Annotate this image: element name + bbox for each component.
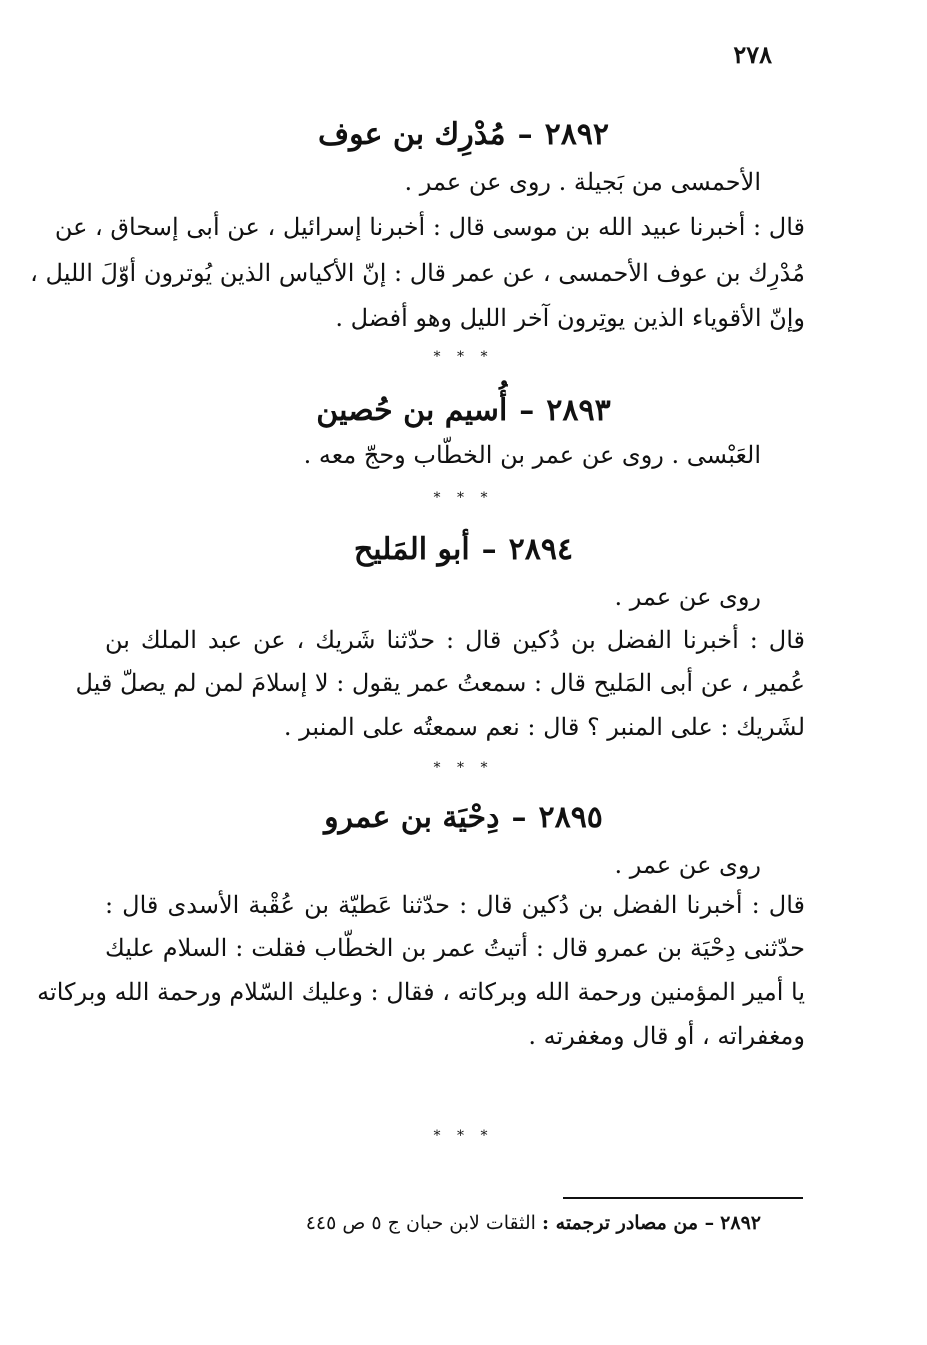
section-separator: * * * [433, 1128, 494, 1144]
entry-name: أبو المَليح [353, 532, 470, 567]
section-separator: * * * [433, 760, 494, 776]
footnote-label: – من مصادر ترجمته : [542, 1212, 715, 1234]
entry-text-line: يا أمير المؤمنين ورحمة الله وبركاته ، فقال : وعليك السّلام ورحمة الله وبركاته [37, 978, 805, 1006]
entry-text-line: وإنّ الأقوياء الذين يوتِرون آخر الليل وهو أفضل . [335, 304, 805, 332]
entry-name: مُدْرِك بن عوف [317, 117, 506, 152]
entry-number: ٢٨٩٢ [544, 117, 610, 152]
entry-number: ٢٨٩٤ [508, 532, 574, 567]
entry-name: أُسيم بن حُصين [316, 393, 508, 428]
entry-title-2892: ٢٨٩٢–مُدْرِك بن عوف [317, 117, 610, 152]
footnote [306, 1212, 761, 1234]
entry-number: ٢٨٩٣ [546, 393, 611, 428]
entry-text-line: مُدْرِك بن عوف الأحمسى ، عن عمر قال : إنّ الأكياس الذين يُوترون أوّلَ الليل ، [30, 259, 805, 287]
entry-text-line: حدّثنى دِحْيَة بن عمرو قال : أتيتُ عمر بن الخطّاب فقلت : السلام عليك [105, 934, 806, 962]
entry-title-2895: ٢٨٩٥–دِحْيَة بن عمرو [324, 800, 603, 835]
section-separator: * * * [433, 349, 494, 365]
entry-text-line: قال : أخبرنا عبيد الله بن موسى قال : أخبرنا إسرائيل ، عن أبى إسحاق ، عن [54, 213, 805, 241]
entry-text-line: العَبْسى . روى عن عمر بن الخطّاب وحجّ معه . [303, 441, 761, 469]
entry-text-line: ومغفراته ، أو قال ومغفرته . [528, 1022, 805, 1050]
entry-title-2893: ٢٨٩٣–أُسيم بن حُصين [316, 393, 611, 428]
entry-title-2894: ٢٨٩٤–أبو المَليح [353, 532, 574, 567]
entry-text-line: روى عن عمر . [614, 583, 761, 611]
entry-text-line: قال : أخبرنا الفضل بن دُكين قال : حدّثنا عَطيّة بن عُقْبة الأسدى قال : [105, 891, 805, 919]
footnote-divider [563, 1197, 803, 1199]
entry-text-line: لشَريك : على المنبر ؟ قال : نعم سمعتُه على المنبر . [283, 713, 805, 741]
entry-text-line: قال : أخبرنا الفضل بن دُكين قال : حدّثنا شَريك ، عن عبد الملك بن [105, 626, 805, 654]
entry-number: ٢٨٩٥ [538, 800, 603, 835]
page-number: ٢٧٨ [733, 40, 772, 69]
footnote-number: ٢٨٩٢ [720, 1212, 761, 1234]
entry-text-line: عُمير ، عن أبى المَليح قال : سمعتُ عمر يقول : لا إسلامَ لمن لم يصلّ قيل [75, 669, 805, 697]
section-separator: * * * [433, 490, 494, 506]
entry-text-line: روى عن عمر . [614, 851, 761, 879]
footnote-text: الثقات لابن حبان ج ٥ ص ٤٤٥ [305, 1212, 536, 1234]
entry-text-line: الأحمسى من بَجيلة . روى عن عمر . [404, 168, 761, 196]
entry-name: دِحْيَة بن عمرو [324, 800, 500, 835]
